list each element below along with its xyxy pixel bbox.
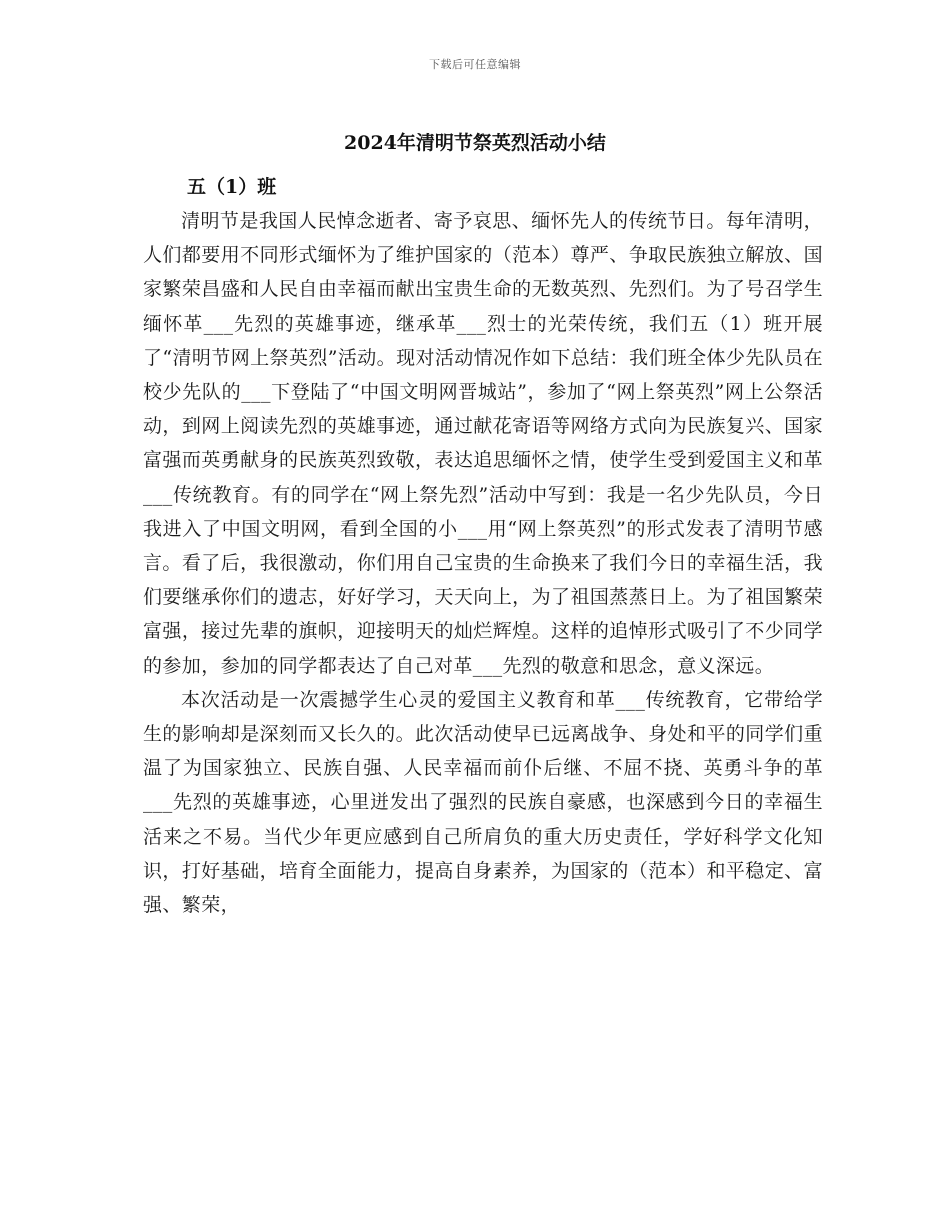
header-note: 下载后可任意编辑 — [429, 58, 521, 71]
document-title: 2024年清明节祭英烈活动小结 — [344, 132, 606, 154]
paragraph-1: 清明节是我国人民悼念逝者、寄予哀思、缅怀先人的传统节日。每年清明，人们都要用不同形式缅怀为了维护国家的（范本）尊严、争取民族独立解放、国家繁荣昌盛和人民自由幸福而献出宝贵生命的无数英烈、先烈们。为了号召学生缅怀革___先烈的英雄事迹，继承革___烈士的光荣传统，我们五（1）班开展了“清明节网上祭英烈”活动。现对活动情况作如下总结：我们班全体少先队员在校少先队的___下登陆了“中国文明网晋城站”，参加了“网上祭英烈”网上公祭活动，到网上阅读先烈的英雄事迹，通过献花寄语等网络方式向为民族复兴、国家富强而英勇献身的民族英烈致敬，表达追思缅怀之情，使学生受到爱国主义和革___传统教育。有的同学在“网上祭先烈”活动中写到：我是一名少先队员，今日我进入了中国文明网，看到全国的小___用“网上祭英烈”的形式发表了清明节感言。看了后，我很激动，你们用自己宝贵的生命换来了我们今日的幸福生活，我们要继承你们的遗志，好好学习，天天向上，为了祖国蒸蒸日上。为了祖国繁荣富强，接过先辈的旗帜，迎接明天的灿烂辉煌。这样的追悼形式吸引了不少同学的参加，参加的同学都表达了自己对革___先烈的敬意和思念，意义深远。 — [143, 210, 823, 677]
document-body — [143, 170, 823, 922]
class-label: 五（1）班 — [187, 176, 277, 198]
paragraph-2: 本次活动是一次震撼学生心灵的爱国主义教育和革___传统教育，它带给学生的影响却是深刻而又长久的。此次活动使早已远离战争、身处和平的同学们重温了为国家独立、民族自强、人民幸福而前仆后继、不屈不挠、英勇斗争的革___先烈的英雄事迹，心里迸发出了强烈的民族自豪感，也深感到今日的幸福生活来之不易。当代少年更应感到自己所肩负的重大历史责任，学好科学文化知识，打好基础，培育全面能力，提高自身素养，为国家的（范本）和平稳定、富强、繁荣， — [143, 688, 823, 917]
